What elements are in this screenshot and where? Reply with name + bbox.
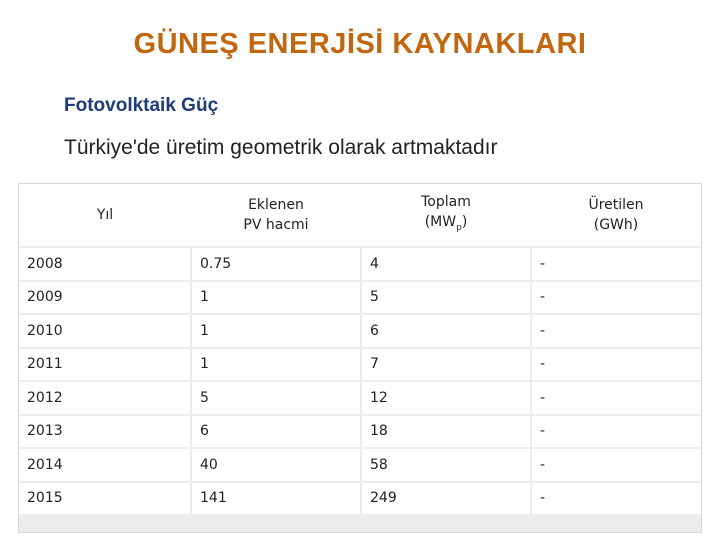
table-row <box>19 314 701 348</box>
table-row <box>19 281 701 315</box>
cell-produced: - <box>531 348 701 382</box>
cell-year: 2013 <box>19 415 191 449</box>
cell-year: 2012 <box>19 381 191 415</box>
cell-year: 2009 <box>19 281 191 315</box>
header-produced-line1: Üretilen <box>588 197 644 213</box>
header-total-unit-suffix: ) <box>461 214 468 231</box>
table-row <box>19 482 701 515</box>
header-produced <box>531 184 701 247</box>
cell-produced: - <box>531 314 701 348</box>
cell-produced: - <box>531 381 701 415</box>
cell-produced: - <box>531 281 701 315</box>
cell-total: 5 <box>361 281 531 315</box>
table-row <box>19 348 701 382</box>
cell-year: 2014 <box>19 448 191 482</box>
cell-total: 12 <box>361 381 531 415</box>
cell-produced: - <box>531 415 701 449</box>
header-year: Yıl <box>19 184 191 247</box>
cell-total: 58 <box>361 448 531 482</box>
cell-added: 141 <box>191 482 361 515</box>
header-total <box>361 184 531 247</box>
header-total-unit-prefix: (MW <box>424 214 457 231</box>
table-row <box>19 448 701 482</box>
header-produced-line2: (GWh) <box>593 217 639 233</box>
header-added-line1: Eklenen <box>248 197 304 213</box>
cell-year: 2015 <box>19 482 191 515</box>
cell-produced: - <box>531 482 701 515</box>
cell-added: 0.75 <box>191 247 361 281</box>
cell-year: 2010 <box>19 314 191 348</box>
cell-added: 1 <box>191 314 361 348</box>
header-total-unit-sub: p <box>456 222 462 233</box>
cell-total: 18 <box>361 415 531 449</box>
cell-total: 249 <box>361 482 531 515</box>
header-added-line2: PV hacmi <box>243 217 309 233</box>
data-table-container <box>18 183 702 533</box>
page-title: GÜNEŞ ENERJİSİ KAYNAKLARI <box>133 28 587 60</box>
cell-added: 1 <box>191 348 361 382</box>
table-row <box>19 381 701 415</box>
cell-produced: - <box>531 247 701 281</box>
table-header-row <box>19 184 701 247</box>
table-row <box>19 247 701 281</box>
header-total-line1: Toplam <box>421 194 471 211</box>
cell-added: 40 <box>191 448 361 482</box>
section-subtitle: Fotovolktaik Güç <box>64 95 219 116</box>
cell-produced: - <box>531 448 701 482</box>
description-text: Türkiye'de üretim geometrik olarak artmaktadır <box>64 136 498 159</box>
pv-capacity-table <box>19 184 701 514</box>
cell-year: 2011 <box>19 348 191 382</box>
cell-total: 7 <box>361 348 531 382</box>
cell-total: 4 <box>361 247 531 281</box>
cell-added: 5 <box>191 381 361 415</box>
cell-added: 6 <box>191 415 361 449</box>
cell-total: 6 <box>361 314 531 348</box>
header-added-capacity <box>191 184 361 247</box>
cell-year: 2008 <box>19 247 191 281</box>
table-row <box>19 415 701 449</box>
cell-added: 1 <box>191 281 361 315</box>
